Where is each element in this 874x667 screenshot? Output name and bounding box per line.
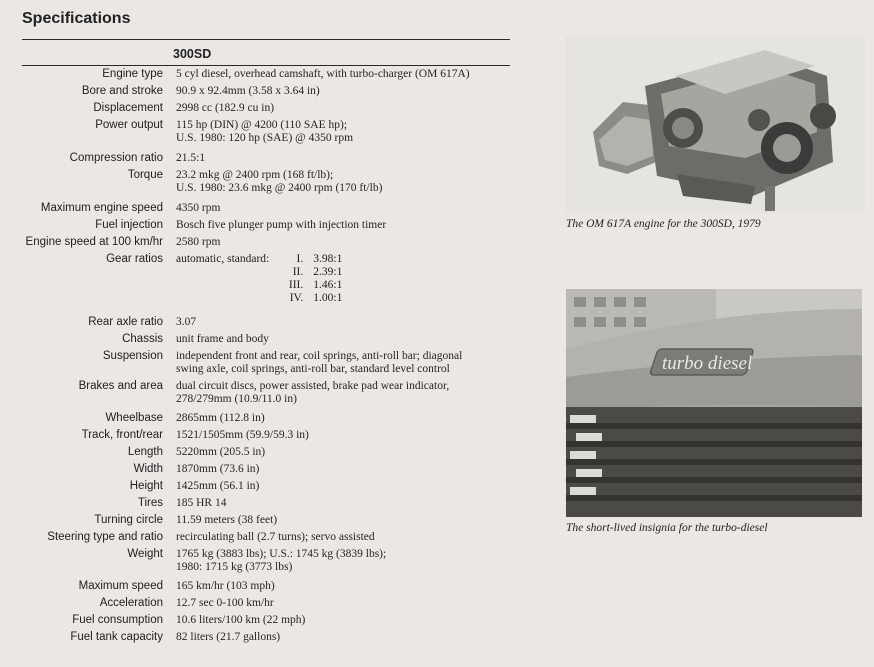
gear-number: I. [296,253,304,265]
spec-value: 82 liters (21.7 gallons) [176,631,281,643]
model-name: 300SD [173,47,212,61]
spec-label: Tires [137,497,163,509]
spec-label: Maximum engine speed [40,202,163,214]
spec-table [0,68,560,663]
spec-label: Chassis [122,333,163,345]
gear-row [277,266,342,279]
spec-value: recirculating ball (2.7 turns); servo assisted [176,531,375,543]
model-rule [22,65,510,66]
spec-row [0,350,560,376]
gear-number: II. [292,266,304,278]
spec-value: Bosch five plunger pump with injection timer [176,219,387,231]
spec-row [0,412,560,425]
spec-label: Bore and stroke [81,85,163,97]
spec-row [0,514,560,527]
spec-row [0,463,560,476]
spec-row [0,531,560,544]
spec-value: 115 hp (DIN) @ 4200 (110 SAE hp); U.S. 1980: 120 hp (SAE) @ 4350 rpm [176,119,354,144]
spec-label: Wheelbase [105,412,163,424]
spec-label: Weight [127,548,163,560]
spec-label: Fuel consumption [72,614,163,626]
spec-label: Brakes and area [78,380,163,392]
spec-label: Length [127,446,163,458]
spec-label: Rear axle ratio [88,316,163,328]
spec-label: Maximum speed [78,580,163,592]
gear-ratio-value: 1.00:1 [313,292,343,304]
gear-ratios [176,253,342,305]
spec-value: 2580 rpm [176,236,221,248]
spec-label: Engine type [102,68,163,80]
spec-row [0,631,560,644]
spec-row [0,119,560,145]
spec-row [0,614,560,627]
gear-ratio-value: 3.98:1 [313,253,343,265]
spec-label: Torque [127,169,163,181]
spec-value: 4350 rpm [176,202,221,214]
spec-row [0,202,560,215]
insignia-photo [566,289,862,517]
spec-row [0,597,560,610]
spec-row [0,380,560,406]
spec-row [0,580,560,593]
gear-row [277,253,342,266]
spec-value: dual circuit discs, power assisted, brake pad wear indicator, 278/279mm (10.9/11.0 in) [176,380,450,405]
spec-value: unit frame and body [176,333,269,345]
spec-label: Width [133,463,163,475]
spec-value: 3.07 [176,316,197,328]
spec-row [0,429,560,442]
spec-row [0,102,560,115]
spec-label: Displacement [93,102,163,114]
spec-row [0,85,560,98]
engine-photo-caption: The OM 617A engine for the 300SD, 1979 [566,218,761,230]
spec-label: Acceleration [99,597,163,609]
spec-value: 23.2 mkg @ 2400 rpm (168 ft/lb); U.S. 1980: 23.6 mkg @ 2400 rpm (170 ft/lb) [176,169,383,194]
spec-row [0,497,560,510]
spec-row [0,253,560,305]
insignia-badge-text: turbo diesel [662,353,753,374]
spec-label: Fuel tank capacity [70,631,163,643]
spec-label: Gear ratios [106,253,163,265]
spec-value: 1521/1505mm (59.9/59.3 in) [176,429,309,441]
spec-value: 5220mm (205.5 in) [176,446,266,458]
spec-row [0,219,560,232]
spec-row [0,169,560,195]
spec-value: 11.59 meters (38 feet) [176,514,278,526]
gear-number: III. [288,279,304,291]
spec-value: 5 cyl diesel, overhead camshaft, with turbo-charger (OM 617A) [176,68,470,80]
spec-value: 12.7 sec 0-100 km/hr [176,597,274,609]
engine-photo [565,36,865,213]
gear-row [277,292,342,305]
spec-value: 2865mm (112.8 in) [176,412,265,424]
heading-rule [22,39,510,40]
spec-label: Compression ratio [69,152,163,164]
spec-value: 185 HR 14 [176,497,227,509]
spec-value: 90.9 x 92.4mm (3.58 x 3.64 in) [176,85,320,97]
spec-label: Fuel injection [95,219,163,231]
gear-number: IV. [289,292,304,304]
spec-value: 10.6 liters/100 km (22 mph) [176,614,306,626]
spec-row [0,68,560,81]
spec-label: Suspension [102,350,163,362]
spec-label: Height [129,480,163,492]
insignia-photo-caption: The short-lived insignia for the turbo-diesel [566,522,768,534]
spec-row [0,446,560,459]
spec-value: 165 km/hr (103 mph) [176,580,275,592]
spec-row [0,548,560,574]
spec-label: Power output [95,119,163,131]
spec-value: 21.5:1 [176,152,206,164]
spec-label: Steering type and ratio [47,531,163,543]
spec-value: 2998 cc (182.9 cu in) [176,102,275,114]
page-heading: Specifications [22,10,131,27]
spec-value: 1870mm (73.6 in) [176,463,260,475]
spec-value: 1765 kg (3883 lbs); U.S.: 1745 kg (3839 lbs); 1980: 1715 kg (3773 lbs) [176,548,387,573]
spec-row [0,236,560,249]
spec-label: Turning circle [94,514,163,526]
spec-label: Track, front/rear [81,429,163,441]
gear-ratio-prefix: automatic, standard: [176,253,270,265]
spec-row [0,333,560,346]
gear-list [277,253,342,305]
spec-value: independent front and rear, coil springs, anti-roll bar; diagonal swing axle, coil springs, anti-roll bar, standard level control [176,350,463,375]
spec-row [0,480,560,493]
gear-ratio-value: 2.39:1 [313,266,343,278]
spec-label: Engine speed at 100 km/hr [25,236,163,248]
spec-row [0,316,560,329]
spec-row [0,152,560,165]
gear-ratio-value: 1.46:1 [313,279,343,291]
gear-row [277,279,342,292]
spec-value: 1425mm (56.1 in) [176,480,260,492]
